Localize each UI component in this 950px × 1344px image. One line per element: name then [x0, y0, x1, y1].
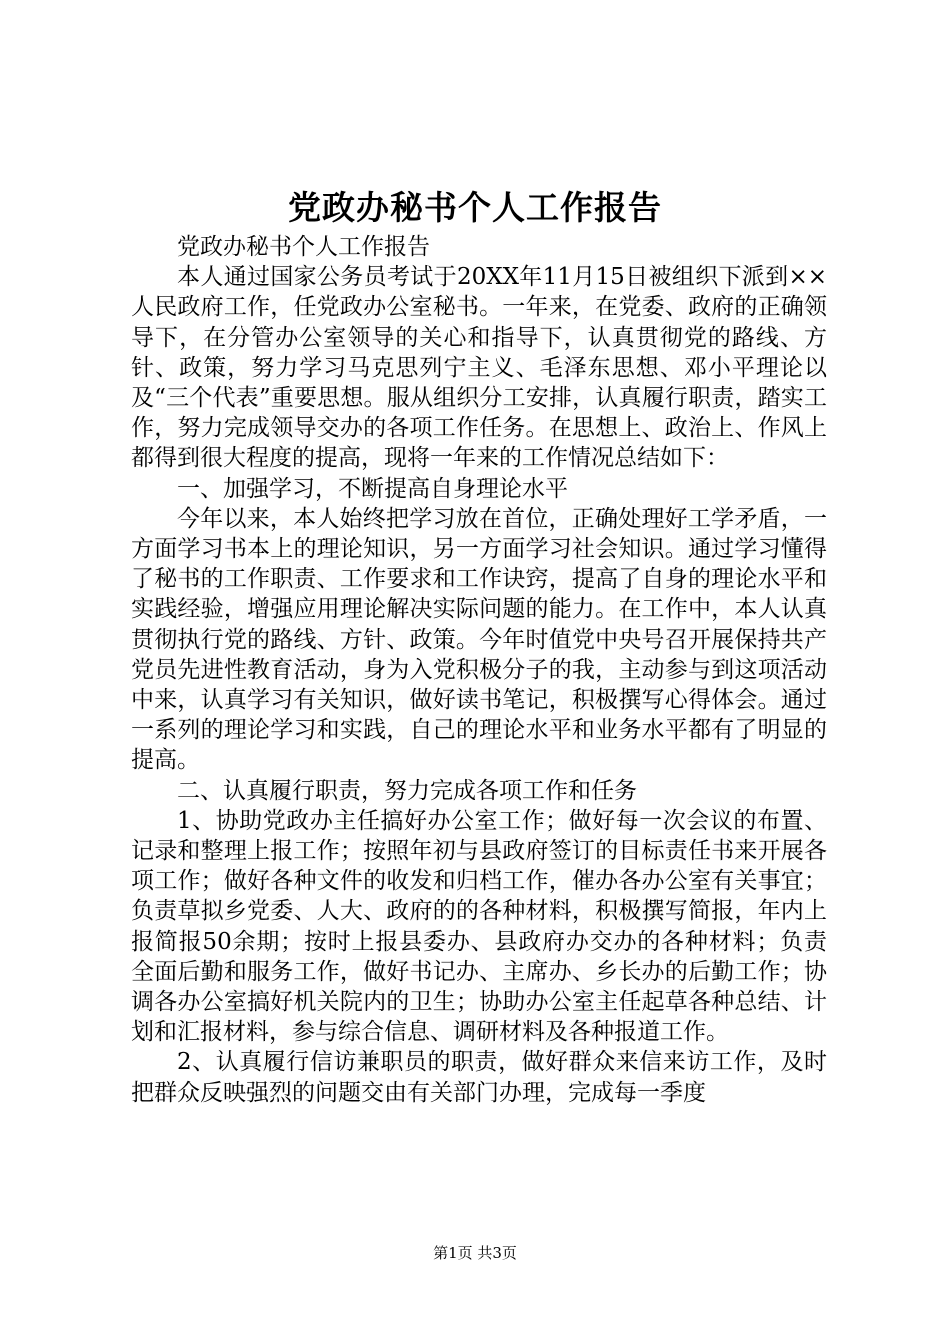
paragraph-study: 今年以来，本人始终把学习放在首位，正确处理好工学矛盾，一方面学习书本上的理论知识，另一方面学习社会知识。通过学习懂得了秘书的工作职责、工作要求和工作诀窍，提高了自身的理论水平和实践经验，增强应用理论解决实际问题的能力。在工作中，本人认真贯彻执行党的路线、方针、政策。今年时值党中央号召开展保持共产党员先进性教育活动，身为入党积极分子的我，主动参与到这项活动中来，认真学习有关知识，做好读书笔记，积极撰写心得体会。通过一系列的理论学习和实践，自己的理论水平和业务水平都有了明显的提高。	[131, 505, 827, 774]
section-heading-2: 二、认真履行职责，努力完成各项工作和任务	[177, 777, 637, 804]
section-heading-1: 一、加强学习，不断提高自身理论水平	[177, 475, 568, 502]
page-footer: 第1页 共3页	[433, 1244, 517, 1262]
document-body	[131, 232, 827, 1108]
paragraph-duty-2: 2、认真履行信访兼职员的职责，做好群众来信来访工作，及时把群众反映强烈的问题交由有关部门办理，完成每一季度	[131, 1049, 827, 1106]
document-title: 党政办秘书个人工作报告	[288, 188, 662, 227]
paragraph-duty-1: 1、协助党政办主任搞好办公室工作；做好每一次会议的布置、记录和整理上报工作；按照年初与县政府签订的目标责任书来开展各项工作；做好各种文件的收发和归档工作，催办各办公室有关事宜；负责草拟乡党委、人大、政府的的各种材料，积极撰写简报，年内上报简报50余期；按时上报县委办、县政府办交办的各种材料；负责全面后勤和服务工作，做好书记办、主席办、乡长办的后勤工作；协调各办公室搞好机关院内的卫生；协助办公室主任起草各种总结、计划和汇报材料，参与综合信息、调研材料及各种报道工作。	[131, 807, 827, 1046]
paragraph-intro: 本人通过国家公务员考试于20XX年11月15日被组织下派到××人民政府工作，任党政办公室秘书。一年来，在党委、政府的正确领导下，在分管办公室领导的关心和指导下，认真贯彻党的路线、方针、政策，努力学习马克思列宁主义、毛泽东思想、邓小平理论以及“三个代表”重要思想。服从组织分工安排，认真履行职责，踏实工作，努力完成领导交办的各项工作任务。在思想上、政治上、作风上都得到很大程度的提高，现将一年来的工作情况总结如下：	[131, 264, 827, 472]
paragraph-subtitle: 党政办秘书个人工作报告	[177, 234, 430, 260]
